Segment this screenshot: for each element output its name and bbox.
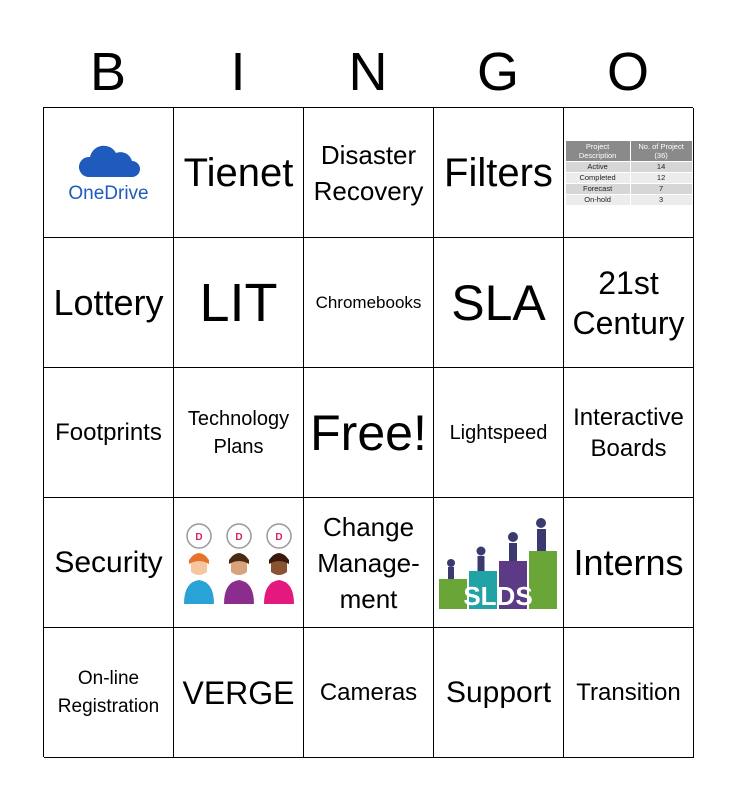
bingo-cell-23[interactable] bbox=[434, 628, 564, 758]
cell-text: Interns bbox=[573, 541, 684, 583]
cell-text: Interactive Boards bbox=[573, 403, 684, 462]
cell-text: Filters bbox=[444, 150, 553, 195]
svg-text:D: D bbox=[234, 531, 243, 543]
cell-text: SLA bbox=[451, 274, 546, 331]
bingo-cell-20[interactable] bbox=[44, 628, 174, 758]
bingo-header bbox=[43, 42, 693, 102]
header-letter-g: G bbox=[476, 42, 519, 102]
bingo-cell-13[interactable] bbox=[434, 368, 564, 498]
table-cell: Active bbox=[565, 161, 630, 172]
bingo-cell-3[interactable] bbox=[434, 108, 564, 238]
table-row bbox=[565, 194, 692, 205]
bingo-cell-16[interactable] bbox=[174, 498, 304, 628]
svg-text:D: D bbox=[194, 531, 203, 543]
project-table bbox=[565, 140, 693, 206]
table-cell: 7 bbox=[630, 183, 692, 194]
cell-text: Lottery bbox=[53, 281, 164, 323]
bingo-cell-11[interactable] bbox=[174, 368, 304, 498]
bingo-cell-24[interactable] bbox=[564, 628, 694, 758]
bingo-cell-8[interactable] bbox=[434, 238, 564, 368]
cell-text: Cameras bbox=[319, 679, 418, 706]
bingo-cell-22[interactable] bbox=[304, 628, 434, 758]
table-cell: Forecast bbox=[565, 183, 630, 194]
header-letter-o: O bbox=[606, 42, 649, 102]
bingo-cell-12[interactable] bbox=[304, 368, 434, 498]
header-letter-n: N bbox=[348, 42, 388, 102]
bingo-cell-0[interactable] bbox=[44, 108, 174, 238]
bingo-cell-9[interactable] bbox=[564, 238, 694, 368]
onedrive-cloud-icon bbox=[76, 141, 142, 181]
cell-text: LIT bbox=[199, 272, 278, 333]
cell-text: Technology Plans bbox=[187, 407, 290, 458]
bingo-cell-2[interactable] bbox=[304, 108, 434, 238]
cell-text: Footprints bbox=[55, 419, 162, 446]
onedrive-logo bbox=[68, 141, 148, 205]
bingo-cell-21[interactable] bbox=[174, 628, 304, 758]
bingo-cell-18[interactable] bbox=[434, 498, 564, 628]
three-people-icon bbox=[181, 522, 297, 604]
table-row bbox=[565, 172, 692, 183]
slds-label: SLDS bbox=[462, 580, 533, 611]
onedrive-label: OneDrive bbox=[68, 182, 149, 204]
table-cell: 14 bbox=[630, 161, 692, 172]
table-header: Project Description bbox=[565, 140, 630, 161]
header-letter-b: B bbox=[89, 42, 127, 102]
cell-text: 21st Century bbox=[572, 264, 685, 341]
table-row bbox=[565, 183, 692, 194]
svg-text:D: D bbox=[274, 531, 283, 543]
cell-text: Chromebooks bbox=[315, 293, 422, 312]
cell-text: Change Manage- ment bbox=[317, 511, 420, 614]
bingo-grid bbox=[43, 107, 693, 757]
bingo-cell-6[interactable] bbox=[174, 238, 304, 368]
table-header: No. of Project (36) bbox=[630, 140, 692, 161]
table-row bbox=[565, 161, 692, 172]
cell-text: Transition bbox=[576, 679, 681, 706]
bingo-cell-1[interactable] bbox=[174, 108, 304, 238]
bingo-cell-19[interactable] bbox=[564, 498, 694, 628]
table-cell: Completed bbox=[565, 172, 630, 183]
table-cell: 12 bbox=[630, 172, 692, 183]
cell-text: VERGE bbox=[182, 674, 295, 711]
bingo-cell-17[interactable] bbox=[304, 498, 434, 628]
bingo-cell-4[interactable] bbox=[564, 108, 694, 238]
table-cell: 3 bbox=[630, 194, 692, 205]
cell-text: Security bbox=[54, 545, 163, 579]
bingo-cell-7[interactable] bbox=[304, 238, 434, 368]
table-cell: On-hold bbox=[565, 194, 630, 205]
bingo-cell-14[interactable] bbox=[564, 368, 694, 498]
bingo-cell-10[interactable] bbox=[44, 368, 174, 498]
cell-text: Lightspeed bbox=[449, 421, 548, 444]
header-letter-i: I bbox=[230, 42, 246, 102]
cell-text: On-line Registration bbox=[57, 667, 160, 717]
cell-text: Disaster Recovery bbox=[313, 139, 424, 206]
cell-text: Free! bbox=[310, 404, 427, 461]
bingo-cell-15[interactable] bbox=[44, 498, 174, 628]
slds-logo bbox=[437, 515, 561, 611]
bingo-cell-5[interactable] bbox=[44, 238, 174, 368]
cell-text: Support bbox=[445, 675, 552, 709]
cell-text: Tienet bbox=[183, 150, 294, 195]
